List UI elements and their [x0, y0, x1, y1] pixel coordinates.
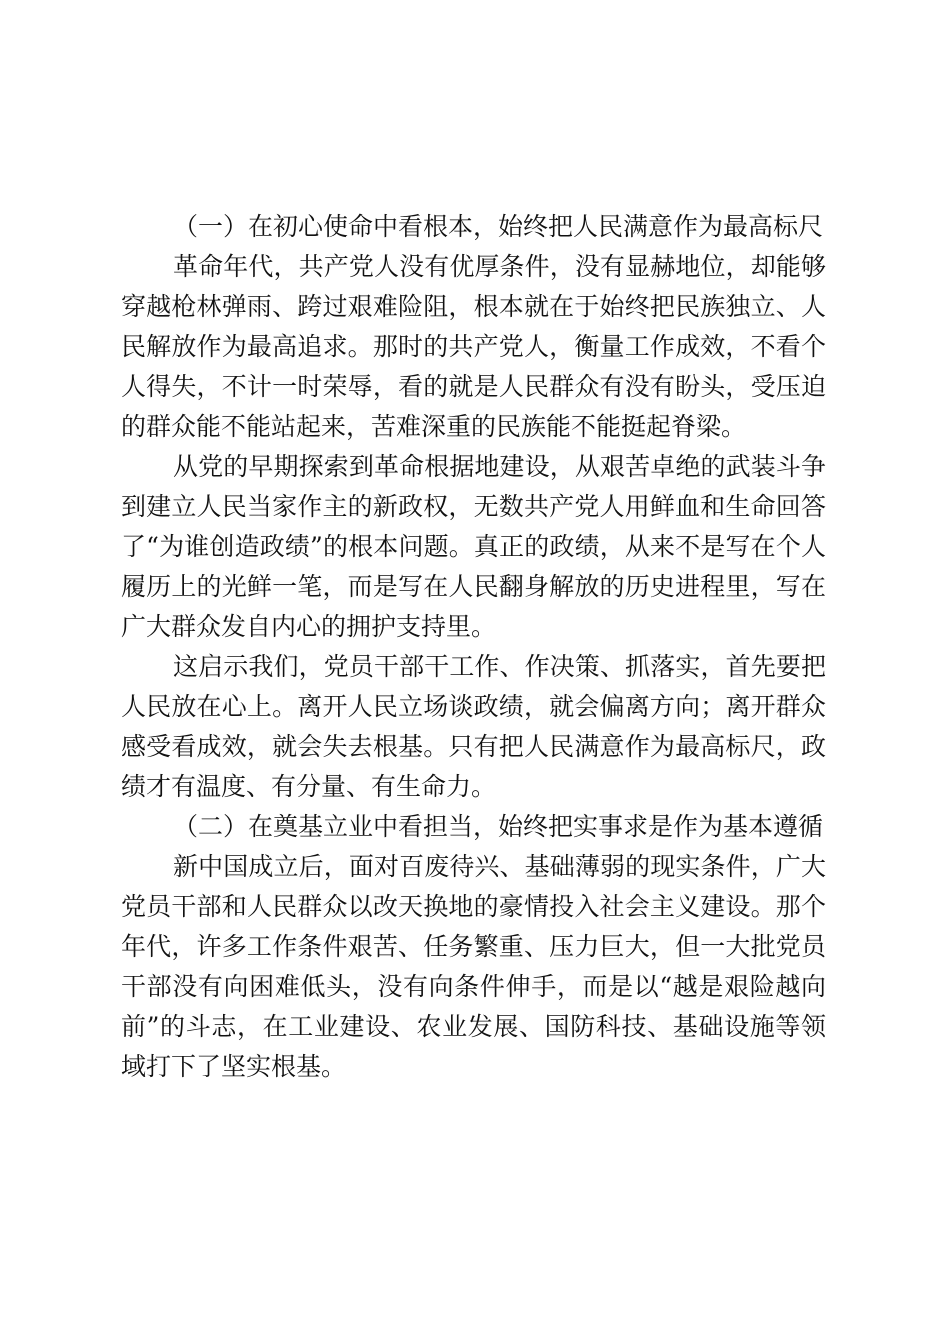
- paragraph: 这启示我们，党员干部干工作、作决策、抓落实，首先要把人民放在心上。离开人民立场谈政绩，就会偏离方向；离开群众感受看成效，就会失去根基。只有把人民满意作为最高标尺，政绩才有温度、有分量、有生命力。: [121, 652, 826, 801]
- section-heading-1: （一）在初心使命中看根本，始终把人民满意作为最高标尺: [173, 212, 824, 241]
- document-body: [121, 207, 826, 1087]
- paragraph: 从党的早期探索到革命根据地建设，从艰苦卓绝的武装斗争到建立人民当家作主的新政权，无数共产党人用鲜血和生命回答了“为谁创造政绩”的根本问题。真正的政绩，从来不是写在个人履历上的光鲜一笔，而是写在人民翻身解放的历史进程里，写在广大群众发自内心的拥护支持里。: [121, 452, 826, 641]
- paragraph: 新中国成立后，面对百废待兴、基础薄弱的现实条件，广大党员干部和人民群众以改天换地的豪情投入社会主义建设。那个年代，许多工作条件艰苦、任务繁重、压力巨大，但一大批党员干部没有向困难低头，没有向条件伸手，而是以“越是艰险越向前”的斗志，在工业建设、农业发展、国防科技、基础设施等领域打下了坚实根基。: [121, 852, 826, 1081]
- paragraph: 革命年代，共产党人没有优厚条件，没有显赫地位，却能够穿越枪林弹雨、跨过艰难险阻，根本就在于始终把民族独立、人民解放作为最高追求。那时的共产党人，衡量工作成效，不看个人得失，不计一时荣辱，看的就是人民群众有没有盼头，受压迫的群众能不能站起来，苦难深重的民族能不能挺起脊梁。: [121, 252, 826, 441]
- section-heading-2: （二）在奠基立业中看担当，始终把实事求是作为基本遵循: [173, 812, 824, 841]
